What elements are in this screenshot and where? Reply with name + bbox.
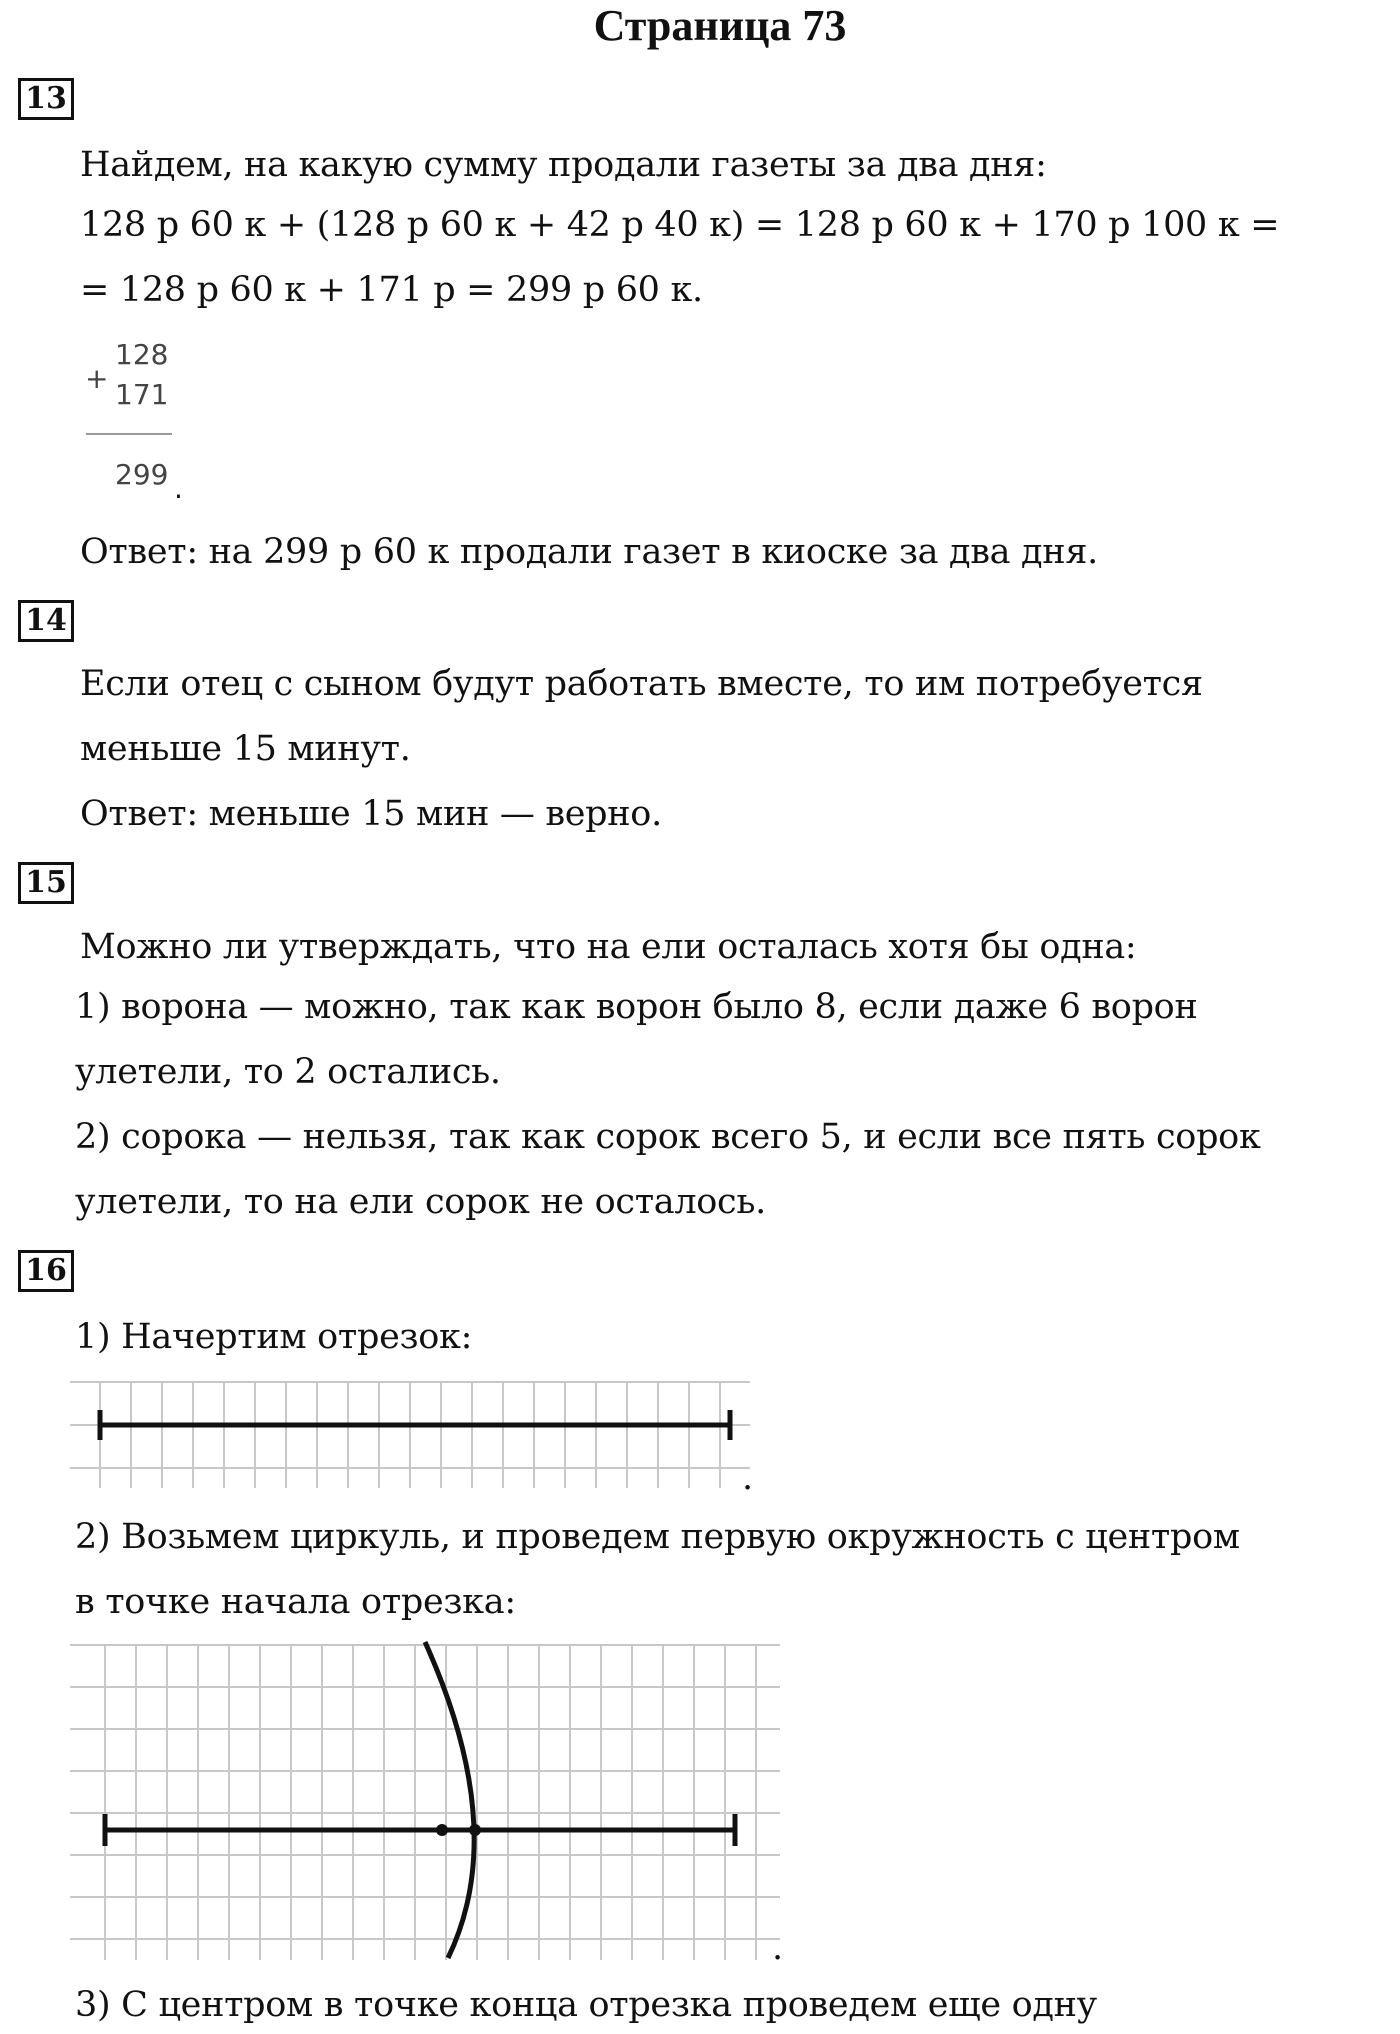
sum-dot: . bbox=[174, 472, 183, 505]
segment-2 bbox=[105, 1814, 735, 1846]
task15-line-3: улетели, то 2 остались. bbox=[75, 1052, 501, 1092]
task14-line-2: меньше 15 минут. bbox=[80, 729, 411, 769]
task13-line-1: Найдем, на какую сумму продали газеты за два дня: bbox=[80, 145, 1047, 185]
addend-1: 128 bbox=[115, 338, 169, 371]
figure1-dot: . bbox=[742, 1458, 753, 1498]
task16-line-1: 1) Начертим отрезок: bbox=[75, 1317, 473, 1357]
task13-line-2: 128 р 60 к + (128 р 60 к + 42 р 40 к) = 128 р 60 к + 170 р 100 к = bbox=[80, 205, 1280, 245]
grid-lines bbox=[70, 1382, 750, 1488]
segment-point bbox=[436, 1824, 448, 1836]
sum-rule bbox=[86, 433, 172, 435]
compass-figure bbox=[70, 1640, 780, 1960]
task14-answer: Ответ: меньше 15 мин — верно. bbox=[80, 794, 662, 834]
task16-line-2: 2) Возьмем циркуль, и проведем первую окружность с центром bbox=[75, 1517, 1240, 1557]
addend-2: 171 bbox=[115, 378, 169, 411]
task-number-16: 16 bbox=[18, 1250, 74, 1292]
sum-result: 299 bbox=[115, 458, 169, 491]
figure2-dot: . bbox=[772, 1928, 783, 1968]
segment bbox=[100, 1410, 730, 1440]
page-title: Страница 73 bbox=[593, 1, 847, 50]
plus-sign: + bbox=[85, 362, 109, 395]
arc-intersection-point bbox=[469, 1824, 481, 1836]
task13-answer: Ответ: на 299 р 60 к продали газет в киоске за два дня. bbox=[80, 532, 1098, 572]
task16-line-3: в точке начала отрезка: bbox=[75, 1582, 516, 1622]
task15-line-1: Можно ли утверждать, что на ели осталась хотя бы одна: bbox=[80, 927, 1137, 967]
task16-line-4: 3) С центром в точке конца отрезка проведем еще одну bbox=[75, 1985, 1097, 2025]
compass-arc bbox=[425, 1642, 474, 1958]
task13-line-3: = 128 р 60 к + 171 р = 299 р 60 к. bbox=[80, 270, 703, 310]
task-number-14: 14 bbox=[18, 600, 74, 642]
task15-line-5: улетели, то на ели сорок не осталось. bbox=[75, 1182, 766, 1222]
grid-lines-2 bbox=[70, 1645, 780, 1960]
task15-line-4: 2) сорока — нельзя, так как сорок всего 5, и если все пять сорок bbox=[75, 1117, 1261, 1157]
task-number-13: 13 bbox=[18, 78, 74, 120]
task15-line-2: 1) ворона — можно, так как ворон было 8, если даже 6 ворон bbox=[75, 987, 1198, 1027]
task14-line-1: Если отец с сыном будут работать вместе, то им потребуется bbox=[80, 664, 1203, 704]
segment-figure bbox=[70, 1378, 750, 1488]
task-number-15: 15 bbox=[18, 862, 74, 904]
